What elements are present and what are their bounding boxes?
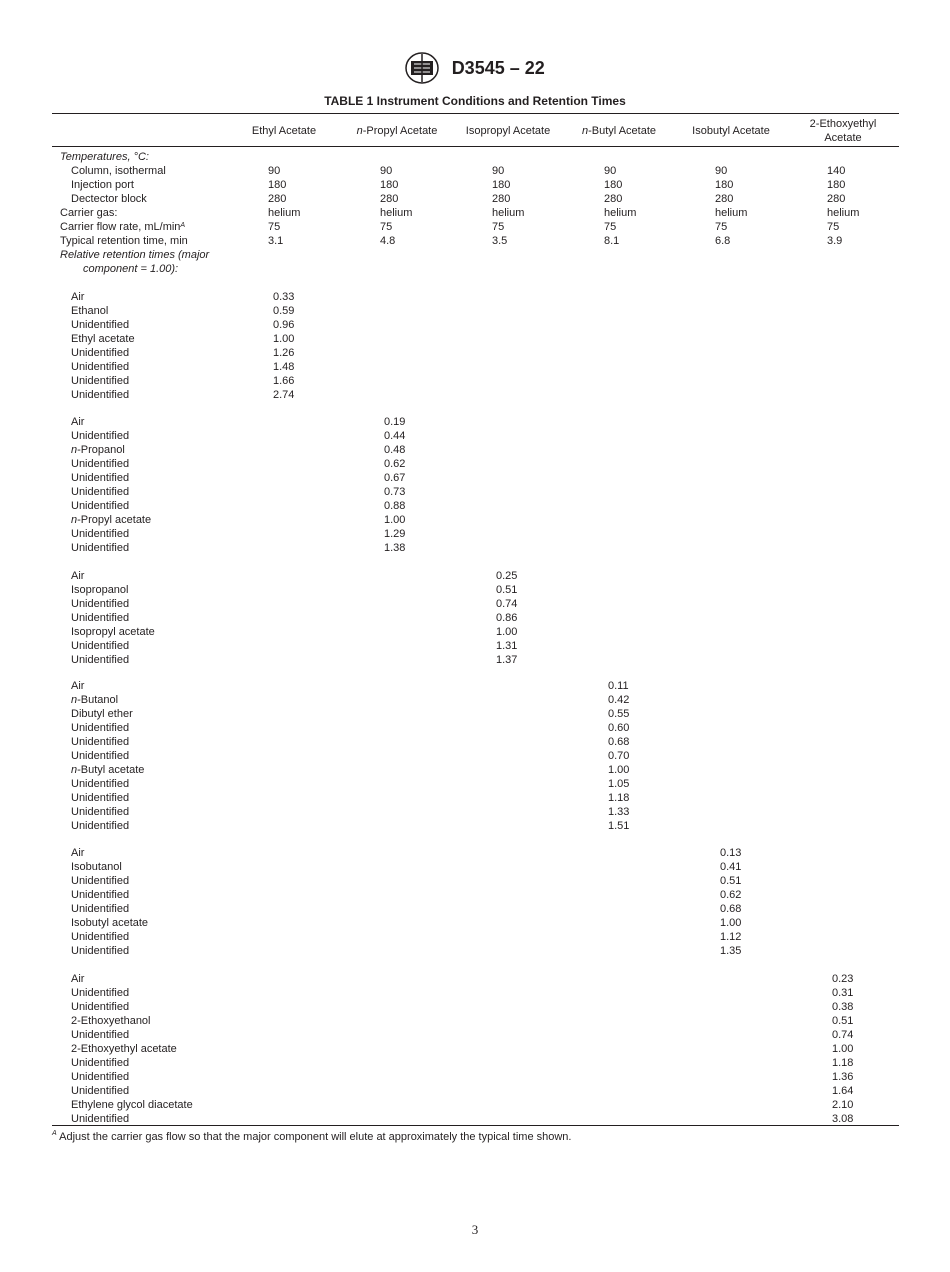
compound-name: Unidentified: [71, 749, 130, 762]
cell-value: 75: [604, 221, 617, 233]
relative-retention-value: 1.38: [384, 541, 406, 554]
relative-retention-value: 1.36: [832, 1070, 854, 1083]
relative-retention-value: 1.00: [608, 763, 630, 776]
compound-name: Unidentified: [71, 1112, 130, 1125]
cell-value: 3.9: [827, 235, 843, 247]
document-designation: D3545 – 22: [451, 57, 545, 78]
relative-retention-value: 0.51: [720, 874, 742, 887]
column-header-ethyl-acetate: Ethyl Acetate: [251, 125, 317, 137]
cell-value: helium: [827, 207, 860, 219]
relative-retention-value: 1.51: [608, 819, 630, 832]
relative-retention-value: 0.11: [608, 680, 629, 692]
relative-retention-value: 0.41: [720, 860, 742, 873]
relative-retention-value: 0.67: [384, 471, 406, 484]
relative-retention-value: 1.00: [273, 332, 295, 345]
relative-retention-value: 1.12: [720, 930, 742, 943]
row-label: Carrier flow rate, $mL/\min^A$: [60, 221, 186, 233]
table-row: [0, 1084, 950, 1098]
table-row: [0, 693, 950, 707]
relative-retention-value: 0.62: [720, 888, 742, 901]
cell-value: 280: [715, 193, 734, 205]
row-label: Dectector block: [71, 193, 147, 205]
table-row: [0, 583, 950, 597]
relative-retention-value: 0.96: [273, 318, 295, 331]
compound-name: Isopropanol: [71, 583, 129, 596]
relative-retention-value: 0.44: [384, 429, 406, 442]
compound-name: Dibutyl ether: [71, 707, 133, 720]
relative-retention-value: 0.33: [273, 291, 295, 303]
cell-value: 90: [380, 165, 393, 177]
table-row: [0, 791, 950, 805]
table-row: [0, 178, 950, 192]
table-row: [0, 653, 950, 667]
table-row: [0, 846, 950, 860]
compound-name: Unidentified: [71, 611, 130, 624]
table-row: [0, 1098, 950, 1112]
table-row: [0, 164, 950, 178]
compound-name: Air: [71, 570, 85, 582]
cell-value: 90: [492, 165, 505, 177]
relative-retention-value: 1.48: [273, 360, 295, 373]
table-row: [0, 639, 950, 653]
relative-retention-value: 1.35: [720, 944, 742, 957]
compound-name: Unidentified: [71, 721, 130, 734]
cell-value: 280: [380, 193, 399, 205]
compound-name: Unidentified: [71, 902, 130, 915]
table-bottom-rule: [52, 1125, 899, 1126]
relative-retention-value: 1.37: [496, 653, 518, 666]
astm-logo-icon: [405, 52, 439, 84]
compound-name: Unidentified: [71, 485, 130, 498]
table-row: [0, 248, 950, 262]
relative-retention-value: 1.33: [608, 805, 630, 818]
relative-retention-value: 0.51: [832, 1014, 854, 1027]
relative-retention-value: 1.00: [384, 513, 406, 526]
compound-name: n-Propanol: [71, 443, 125, 456]
compound-name: Unidentified: [71, 986, 130, 999]
table-header-rule: [52, 146, 899, 147]
table-row: [0, 290, 950, 304]
cell-value: 180: [604, 179, 623, 191]
compound-name: Unidentified: [71, 791, 130, 804]
compound-name: Unidentified: [71, 930, 130, 943]
page-number: 3: [471, 1222, 479, 1237]
compound-name: 2-Ethoxyethyl acetate: [71, 1042, 177, 1055]
relative-retention-value: 0.68: [608, 735, 630, 748]
table-row: [0, 1014, 950, 1028]
table-row: [0, 485, 950, 499]
compound-name: Unidentified: [71, 471, 130, 484]
table-row: [0, 332, 950, 346]
cell-value: 180: [715, 179, 734, 191]
compound-name: Air: [71, 973, 85, 985]
table-row: [0, 150, 950, 164]
table-row: [0, 735, 950, 749]
row-label: Injection port: [71, 179, 134, 191]
table-row: [0, 318, 950, 332]
relative-retention-value: 0.60: [608, 721, 630, 734]
relative-retention-value: 0.38: [832, 1000, 854, 1013]
relative-retention-value: 2.10: [832, 1098, 854, 1111]
table-row: [0, 499, 950, 513]
table-row: [0, 972, 950, 986]
compound-name: Unidentified: [71, 944, 130, 957]
relative-retention-value: 0.68: [720, 902, 742, 915]
table-row: [0, 721, 950, 735]
table-row: [0, 234, 950, 248]
compound-name: Isobutyl acetate: [71, 916, 149, 929]
compound-name: Unidentified: [71, 1070, 130, 1083]
compound-name: Unidentified: [71, 639, 130, 652]
compound-name: Unidentified: [71, 1084, 130, 1097]
compound-name: Unidentified: [71, 1056, 130, 1069]
relative-retention-value: 0.31: [832, 986, 854, 999]
compound-name: Unidentified: [71, 735, 130, 748]
table-row: [0, 527, 950, 541]
column-header-isobutyl-acetate: Isobutyl Acetate: [692, 125, 770, 137]
cell-value: 280: [827, 193, 846, 205]
compound-name: Unidentified: [71, 653, 130, 666]
table-row: [0, 805, 950, 819]
relative-retention-value: 1.05: [608, 777, 630, 790]
cell-value: 75: [827, 221, 840, 233]
relative-retention-value: 0.23: [832, 973, 854, 985]
table-row: [0, 944, 950, 958]
table-row: [0, 304, 950, 318]
cell-value: helium: [492, 207, 525, 219]
table-row: [0, 346, 950, 360]
compound-name: Unidentified: [71, 1000, 130, 1013]
compound-name: Unidentified: [71, 360, 130, 373]
relative-retention-value: 0.55: [608, 707, 630, 720]
table-row: [0, 443, 950, 457]
table-row: [0, 1112, 950, 1126]
cell-value: helium: [604, 207, 637, 219]
cell-value: 6.8: [715, 235, 731, 247]
cell-value: 4.8: [380, 235, 396, 247]
table-row: [0, 679, 950, 693]
table-row: [0, 220, 950, 234]
relative-retention-value: 0.74: [832, 1028, 854, 1041]
table-row: [0, 374, 950, 388]
row-label: Typical retention time, min: [60, 235, 188, 247]
cell-value: helium: [380, 207, 413, 219]
compound-name: Unidentified: [71, 318, 130, 331]
cell-value: 75: [715, 221, 728, 233]
relative-retention-value: 0.70: [608, 749, 630, 762]
table-row: [0, 930, 950, 944]
table-title: TABLE 1 Instrument Conditions and Retention Times: [324, 94, 626, 108]
relative-retention-value: 0.42: [608, 693, 630, 706]
compound-name: Unidentified: [71, 346, 130, 359]
table-row: [0, 541, 950, 555]
cell-value: 75: [268, 221, 281, 233]
table-row: [0, 1042, 950, 1056]
table-row: [0, 902, 950, 916]
compound-name: Unidentified: [71, 805, 130, 818]
compound-name: Unidentified: [71, 888, 130, 901]
cell-value: 3.5: [492, 235, 508, 247]
relative-retention-value: 2.74: [273, 388, 295, 401]
compound-name: n-Butyl acetate: [71, 763, 145, 776]
row-label: Carrier gas:: [60, 207, 118, 219]
table-row: [0, 707, 950, 721]
compound-name: n-Propyl acetate: [71, 513, 152, 526]
compound-name: Air: [71, 680, 85, 692]
compound-name: Ethyl acetate: [71, 332, 135, 345]
table-row: [0, 874, 950, 888]
cell-value: 180: [827, 179, 846, 191]
relative-retention-value: 0.19: [384, 416, 406, 428]
compound-name: Unidentified: [71, 777, 130, 790]
relative-retention-value: 1.18: [608, 791, 630, 804]
page-header: [0, 52, 950, 84]
table-row: [0, 415, 950, 429]
compound-name: Unidentified: [71, 429, 130, 442]
relative-retention-value: 1.00: [720, 916, 742, 929]
relative-retention-value: 1.29: [384, 527, 406, 540]
table-row: [0, 986, 950, 1000]
cell-value: 75: [380, 221, 393, 233]
compound-name: Isobutanol: [71, 860, 122, 873]
relative-retention-label: Relative retention times (major: [60, 249, 210, 261]
cell-value: 280: [604, 193, 623, 205]
compound-name: Unidentified: [71, 388, 130, 401]
cell-value: helium: [715, 207, 748, 219]
column-header-ethoxyethyl-acetate: 2-Ethoxyethyl Acetate: [809, 118, 877, 144]
relative-retention-value: 3.08: [832, 1112, 854, 1125]
table-row: [0, 206, 950, 220]
relative-retention-value: 0.48: [384, 443, 406, 456]
relative-retention-value: 0.86: [496, 611, 518, 624]
table-row: [0, 916, 950, 930]
compound-name: Air: [71, 416, 85, 428]
compound-name: Unidentified: [71, 819, 130, 832]
cell-value: 75: [492, 221, 505, 233]
compound-name: Air: [71, 847, 85, 859]
cell-value: 180: [268, 179, 287, 191]
compound-name: Air: [71, 291, 85, 303]
compound-name: Ethanol: [71, 304, 109, 317]
table-row: [0, 763, 950, 777]
cell-value: 8.1: [604, 235, 620, 247]
relative-retention-value: 0.13: [720, 847, 742, 859]
relative-retention-value: 1.18: [832, 1056, 854, 1069]
compound-name: Unidentified: [71, 374, 130, 387]
cell-value: 3.1: [268, 235, 284, 247]
table-row: [0, 625, 950, 639]
row-label: Column, isothermal: [71, 165, 166, 177]
cell-value: 280: [492, 193, 511, 205]
compound-name: n-Butanol: [71, 693, 119, 706]
table-top-rule: [52, 113, 899, 114]
table-row: [0, 611, 950, 625]
relative-retention-value: 0.59: [273, 304, 295, 317]
table-row: [0, 819, 950, 833]
relative-retention-value: 1.64: [832, 1084, 854, 1097]
table-row: [0, 429, 950, 443]
compound-name: Unidentified: [71, 874, 130, 887]
compound-name: Ethylene glycol diacetate: [71, 1098, 193, 1111]
relative-retention-value: 1.66: [273, 374, 295, 387]
relative-retention-value: 0.73: [384, 485, 406, 498]
column-header-butyl-acetate: n-Butyl Acetate: [582, 125, 656, 137]
cell-value: 280: [268, 193, 287, 205]
compound-name: Isopropyl acetate: [71, 625, 155, 638]
cell-value: 90: [715, 165, 728, 177]
table-row: [0, 457, 950, 471]
table-row: [0, 388, 950, 402]
column-header-propyl-acetate: n-Propyl Acetate: [356, 125, 438, 137]
column-header-isopropyl-acetate: Isopropyl Acetate: [465, 125, 551, 137]
relative-retention-value: 0.51: [496, 583, 518, 596]
cell-value: 90: [268, 165, 281, 177]
table-row: [0, 749, 950, 763]
cell-value: helium: [268, 207, 301, 219]
table-row: [0, 192, 950, 206]
relative-retention-value: 0.74: [496, 597, 518, 610]
table-footnote: $^A$ Adjust the carrier gas flow so that the major component will elute at approximately the typical time shown.: [52, 1130, 572, 1143]
table-row: [0, 1056, 950, 1070]
temperatures-label: Temperatures, °C:: [60, 151, 149, 163]
relative-retention-value: 1.26: [273, 346, 295, 359]
relative-retention-value: 0.88: [384, 499, 406, 512]
table-row: [0, 569, 950, 583]
compound-name: Unidentified: [71, 597, 130, 610]
relative-retention-value: 0.62: [384, 457, 406, 470]
table-row: [0, 513, 950, 527]
table-row: [0, 1000, 950, 1014]
relative-retention-value: 1.31: [496, 639, 518, 652]
relative-retention-value: 1.00: [496, 625, 518, 638]
relative-retention-value: 0.25: [496, 570, 518, 582]
compound-name: Unidentified: [71, 541, 130, 554]
table-row: [0, 888, 950, 902]
table-row: [0, 860, 950, 874]
cell-value: 180: [380, 179, 399, 191]
table-row: [0, 597, 950, 611]
compound-name: Unidentified: [71, 499, 130, 512]
relative-retention-value: 1.00: [832, 1042, 854, 1055]
compound-name: Unidentified: [71, 457, 130, 470]
table-row: [0, 1070, 950, 1084]
cell-value: 90: [604, 165, 617, 177]
compound-name: Unidentified: [71, 527, 130, 540]
table-row: [0, 360, 950, 374]
table-row: [0, 1028, 950, 1042]
compound-name: Unidentified: [71, 1028, 130, 1041]
table-row: [0, 471, 950, 485]
cell-value: 180: [492, 179, 511, 191]
relative-retention-label-continued: component = 1.00):: [83, 263, 179, 275]
cell-value: 140: [827, 165, 846, 177]
compound-name: 2-Ethoxyethanol: [71, 1014, 151, 1027]
table-row: [0, 777, 950, 791]
